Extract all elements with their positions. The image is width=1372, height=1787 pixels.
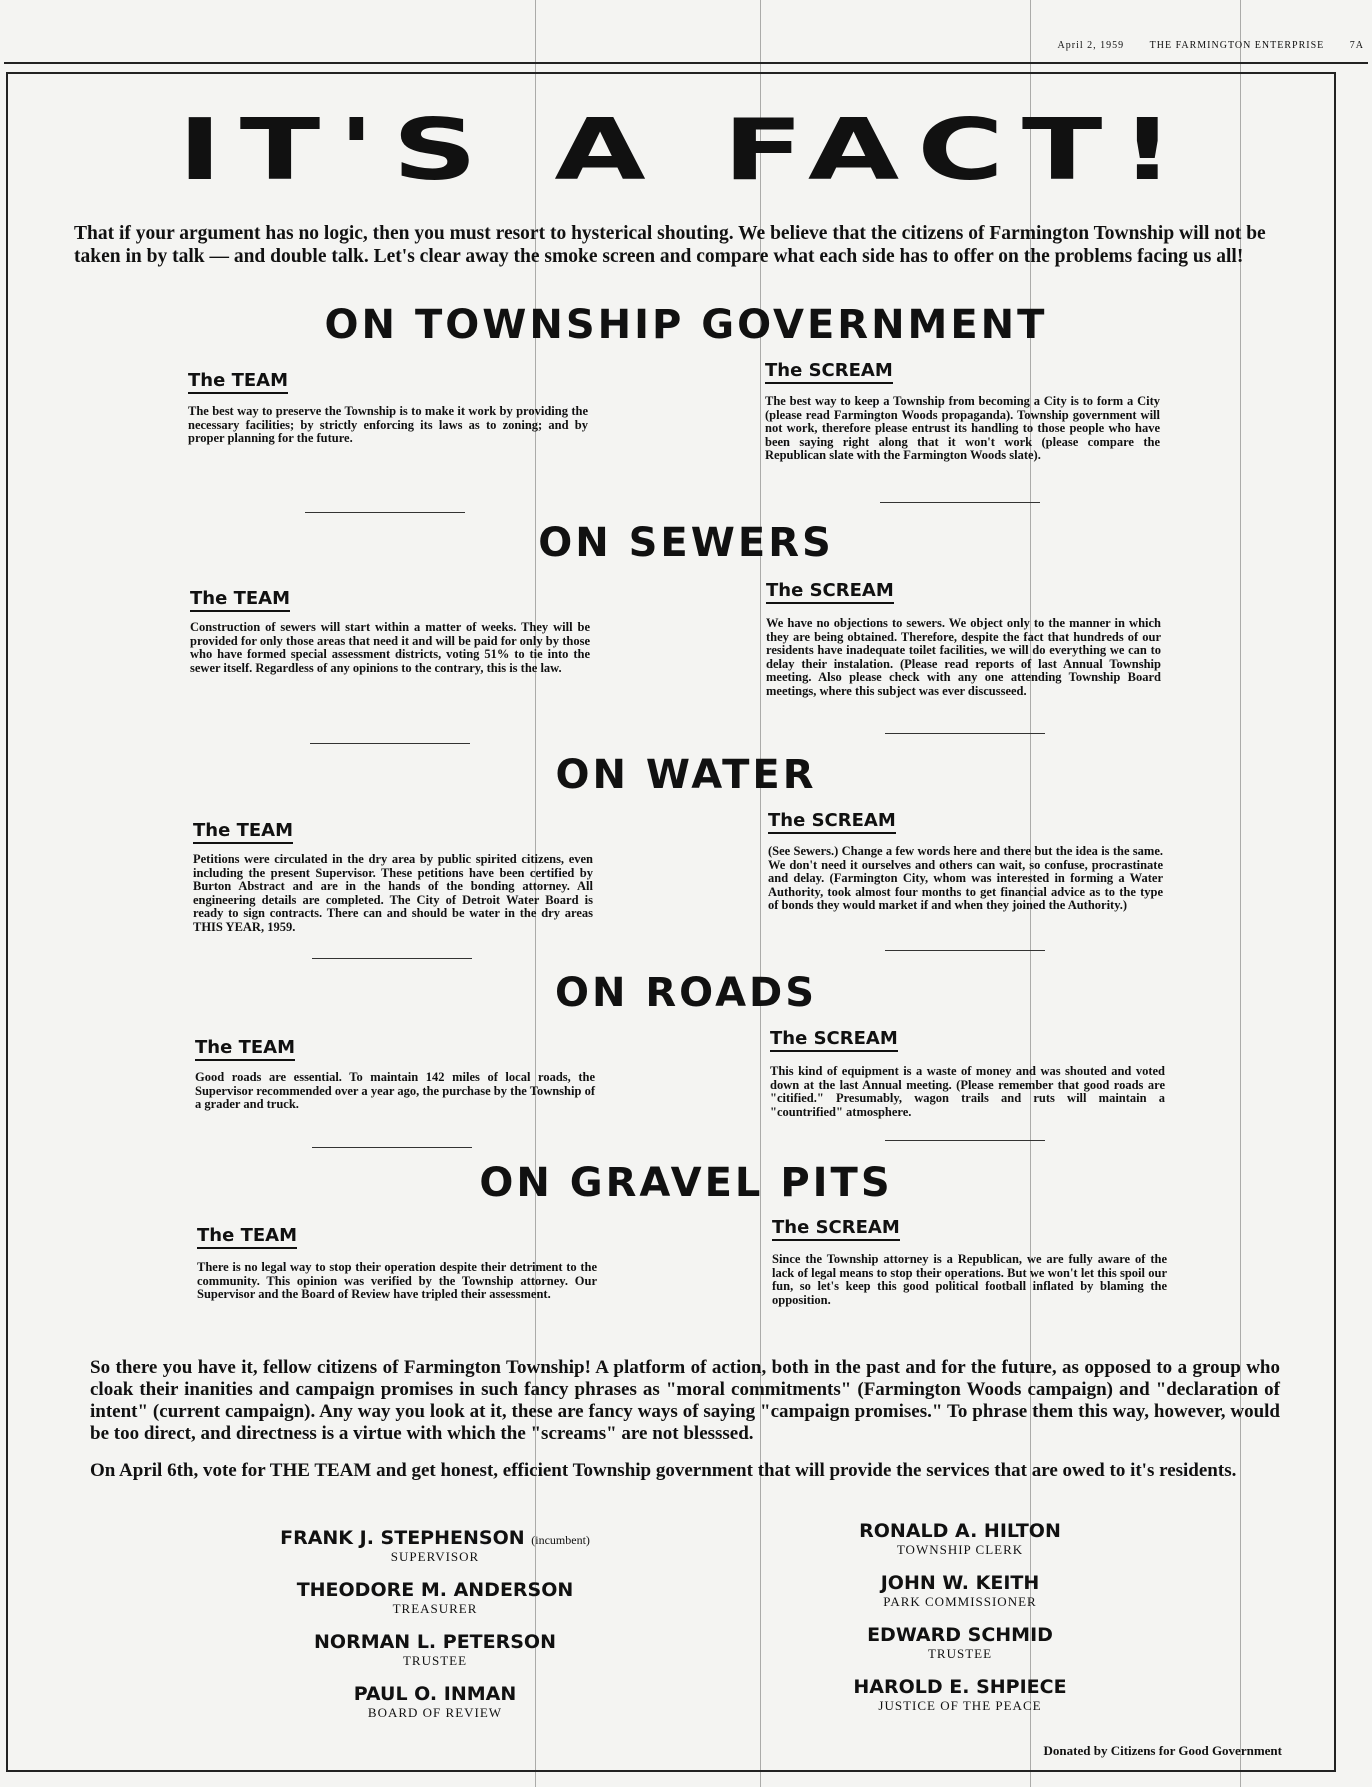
- candidate-note: (incumbent): [531, 1533, 590, 1547]
- team-heading: The TEAM: [190, 588, 290, 612]
- masthead-date: April 2, 1959: [1057, 40, 1125, 51]
- divider: [305, 512, 465, 513]
- candidate-role: BOARD OF REVIEW: [367, 1705, 503, 1720]
- candidate: [255, 1527, 615, 1565]
- section-title: ON SEWERS: [538, 520, 834, 566]
- scream-text: This kind of equipment is a waste of money and was shouted and voted down at the last Annual meeting. (Please remember that good roads are "citified." Presumably, wagon trails and ruts will maintain a "countrified" atmosphere.: [770, 1064, 1165, 1119]
- masthead: [1036, 40, 1364, 51]
- donated-credit: Donated by Citizens for Good Government: [1043, 1743, 1282, 1758]
- candidate-name: THEODORE M. ANDERSON: [296, 1579, 574, 1601]
- candidate-role: TREASURER: [392, 1601, 478, 1616]
- divider: [312, 1147, 472, 1148]
- candidate-role: JUSTICE OF THE PEACE: [878, 1698, 1042, 1713]
- closing-paragraph: So there you have it, fellow citizens of Farmington Township! A platform of action, both in the past and for the future, as opposed to a group who cloak their inanities and campaign promises in such fancy phrases as "moral commitments" (Farmington Woods campaign) and "declaration of intent" (current campaign). Any way you look at it, these are fancy ways of saying "campaign promises." To phrase them this way, however, would be too direct, and directness is a virtue with which the "screams" are not blesssed.: [90, 1357, 1280, 1444]
- candidate-name: HAROLD E. SHPIECE: [853, 1676, 1067, 1698]
- intro-paragraph: That if your argument has no logic, then you must resort to hysterical shouting. We believe that the citizens of Farmington Township will not be taken in by talk — and double talk. Let's clear away the smoke screen and compare what each side has to offer on the problems facing us all!: [74, 223, 1266, 267]
- team-heading: The TEAM: [193, 820, 293, 844]
- candidate-name: RONALD A. HILTON: [859, 1520, 1061, 1542]
- scream-heading: The SCREAM: [770, 1028, 898, 1052]
- masthead-paper: THE FARMINGTON ENTERPRISE: [1149, 40, 1325, 51]
- candidate: [255, 1683, 615, 1721]
- top-rule: [4, 62, 1368, 64]
- divider: [885, 1140, 1045, 1141]
- team-text: The best way to preserve the Township is to make it work by providing the necessary facilities; by strictly enforcing its laws as to zoning; and by proper planning for the future.: [188, 404, 588, 445]
- divider: [312, 958, 472, 959]
- scream-text: Since the Township attorney is a Republican, we are fully aware of the lack of legal means to stop their operations. But we won't let this spoil our fun, so let's keep this good political football inflated by blaming the opposition.: [772, 1252, 1167, 1307]
- section-title: ON GRAVEL PITS: [479, 1160, 893, 1206]
- team-text: There is no legal way to stop their operation despite their detriment to the community. This opinion was verified by the Township attorney. Our Supervisor and the Board of Review have tripled their assessment.: [197, 1260, 597, 1301]
- divider: [885, 733, 1045, 734]
- candidate-role: PARK COMMISSIONER: [883, 1594, 1037, 1609]
- team-text: Construction of sewers will start within a matter of weeks. They will be provided for only those areas that need it and will be paid for only by those who have formed special assessment districts, voting 51% to tie into the sewer itself. Regardless of any opinions to the contrary, this is the law.: [190, 620, 590, 675]
- candidate: [780, 1676, 1140, 1714]
- scream-heading: The SCREAM: [765, 360, 893, 384]
- team-heading: The TEAM: [195, 1037, 295, 1061]
- candidate-role: SUPERVISOR: [390, 1549, 480, 1564]
- team-heading: The TEAM: [188, 370, 288, 394]
- candidate-name: EDWARD SCHMID: [867, 1624, 1053, 1646]
- candidate-role: TOWNSHIP CLERK: [896, 1542, 1024, 1557]
- candidate-name: PAUL O. INMAN: [353, 1683, 517, 1705]
- candidate: [255, 1631, 615, 1669]
- divider: [885, 950, 1045, 951]
- candidate-name: NORMAN L. PETERSON: [314, 1631, 556, 1653]
- candidate: [780, 1572, 1140, 1610]
- candidate: [780, 1520, 1140, 1558]
- scream-heading: The SCREAM: [768, 810, 896, 834]
- divider: [310, 743, 470, 744]
- closing-call-to-action: On April 6th, vote for THE TEAM and get honest, efficient Township government that will provide the services that are owed to it's residents.: [90, 1460, 1237, 1481]
- scream-text: We have no objections to sewers. We object only to the manner in which they are being obtained. Therefore, despite the fact that hundreds of our residents have inadequate toilet facilities, we will do everything we can to delay their instalation. (Please read reports of last Annual Township meeting. Also please check with any one attending Township Board meetings, where this subject was ever discusseed.: [766, 616, 1161, 698]
- headline: IT'S A FACT!: [177, 99, 1193, 200]
- candidate: [255, 1579, 615, 1617]
- scream-text: (See Sewers.) Change a few words here and there but the idea is the same. We don't need it ourselves and others can wait, so confuse, procrastinate and delay. (Farmington City, whom was interested in forming a Water Authority, took almost four months to get financial advice as to the type of bonds they would market if and when they joined the Authority.): [768, 844, 1163, 912]
- candidate-name: JOHN W. KEITH: [880, 1572, 1040, 1594]
- team-heading: The TEAM: [197, 1225, 297, 1249]
- candidate-role: TRUSTEE: [927, 1646, 993, 1661]
- candidate-name: FRANK J. STEPHENSON: [280, 1527, 525, 1549]
- masthead-page: 7A: [1349, 40, 1364, 51]
- section-title: ON TOWNSHIP GOVERNMENT: [324, 302, 1048, 348]
- team-text: Good roads are essential. To maintain 142 miles of local roads, the Supervisor recommended over a year ago, the purchase by the Township of a grader and truck.: [195, 1070, 595, 1111]
- section-title: ON WATER: [555, 752, 817, 798]
- candidate: [780, 1624, 1140, 1662]
- scream-heading: The SCREAM: [772, 1217, 900, 1241]
- candidate-role: TRUSTEE: [402, 1653, 468, 1668]
- divider: [880, 502, 1040, 503]
- scream-text: The best way to keep a Township from becoming a City is to form a City (please read Farmington Woods propaganda). Township government will not work, therefore please entrust its handling to those people who have been saying right along that it won't work (please compare the Republican slate with the Farmington Woods slate).: [765, 394, 1160, 462]
- team-text: Petitions were circulated in the dry area by public spirited citizens, even including the present Supervisor. These petitions have been certified by Burton Abstract and are in the hands of the bonding attorney. All engineering details are completed. The City of Detroit Water Board is ready to sign contracts. There can and should be water in the dry areas THIS YEAR, 1959.: [193, 852, 593, 934]
- section-title: ON ROADS: [554, 970, 818, 1016]
- scream-heading: The SCREAM: [766, 580, 894, 604]
